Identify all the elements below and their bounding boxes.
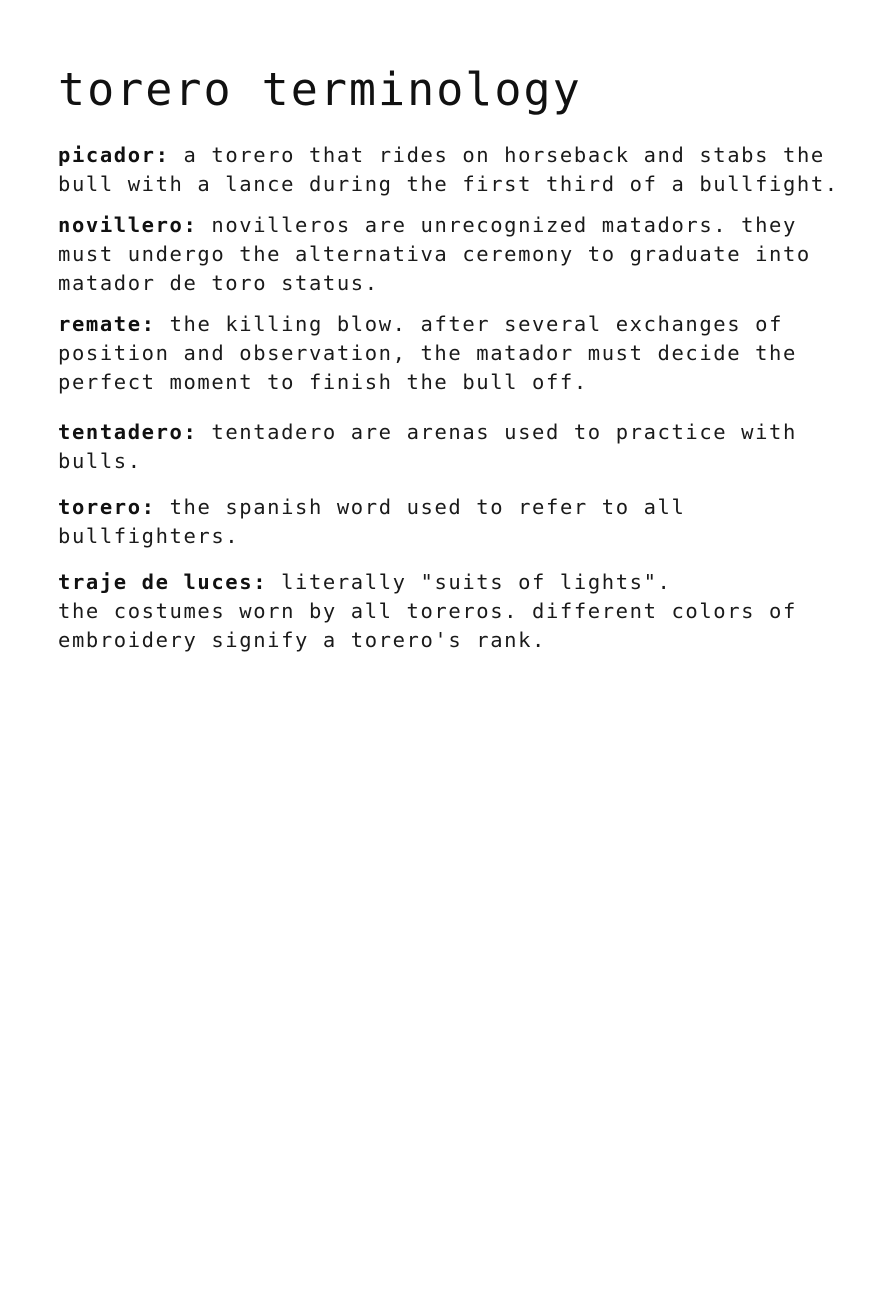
document-page (58, 62, 878, 667)
term-list (58, 141, 878, 655)
term-definition: a torero that rides on horseback and stabs the bull with a lance during the first third of a bullfight. (58, 143, 839, 196)
term-name: novillero: (58, 213, 198, 237)
term-definition: the killing blow. after several exchanges of position and observation, the matador must decide the perfect moment to finish the bull off. (58, 312, 797, 394)
term-name: tentadero: (58, 420, 198, 444)
term-entry-remate (58, 310, 878, 397)
term-entry-novillero (58, 211, 878, 298)
term-name: torero: (58, 495, 156, 519)
term-name: picador: (58, 143, 170, 167)
term-entry-traje-de-luces (58, 568, 878, 655)
term-name: remate: (58, 312, 156, 336)
term-definition: the spanish word used to refer to all bullfighters. (58, 495, 686, 548)
term-definition: literally "suits of lights". the costumes worn by all toreros. different colors of embroidery signify a torero's rank. (58, 570, 797, 652)
term-name: traje de luces: (58, 570, 268, 594)
term-definition: novilleros are unrecognized matadors. they must undergo the alternativa ceremony to graduate into matador de toro status. (58, 213, 811, 295)
term-entry-picador (58, 141, 878, 199)
term-entry-tentadero (58, 418, 878, 476)
page-title: torero terminology (58, 63, 582, 116)
term-entry-torero (58, 493, 878, 551)
term-definition: tentadero are arenas used to practice with bulls. (58, 420, 797, 473)
